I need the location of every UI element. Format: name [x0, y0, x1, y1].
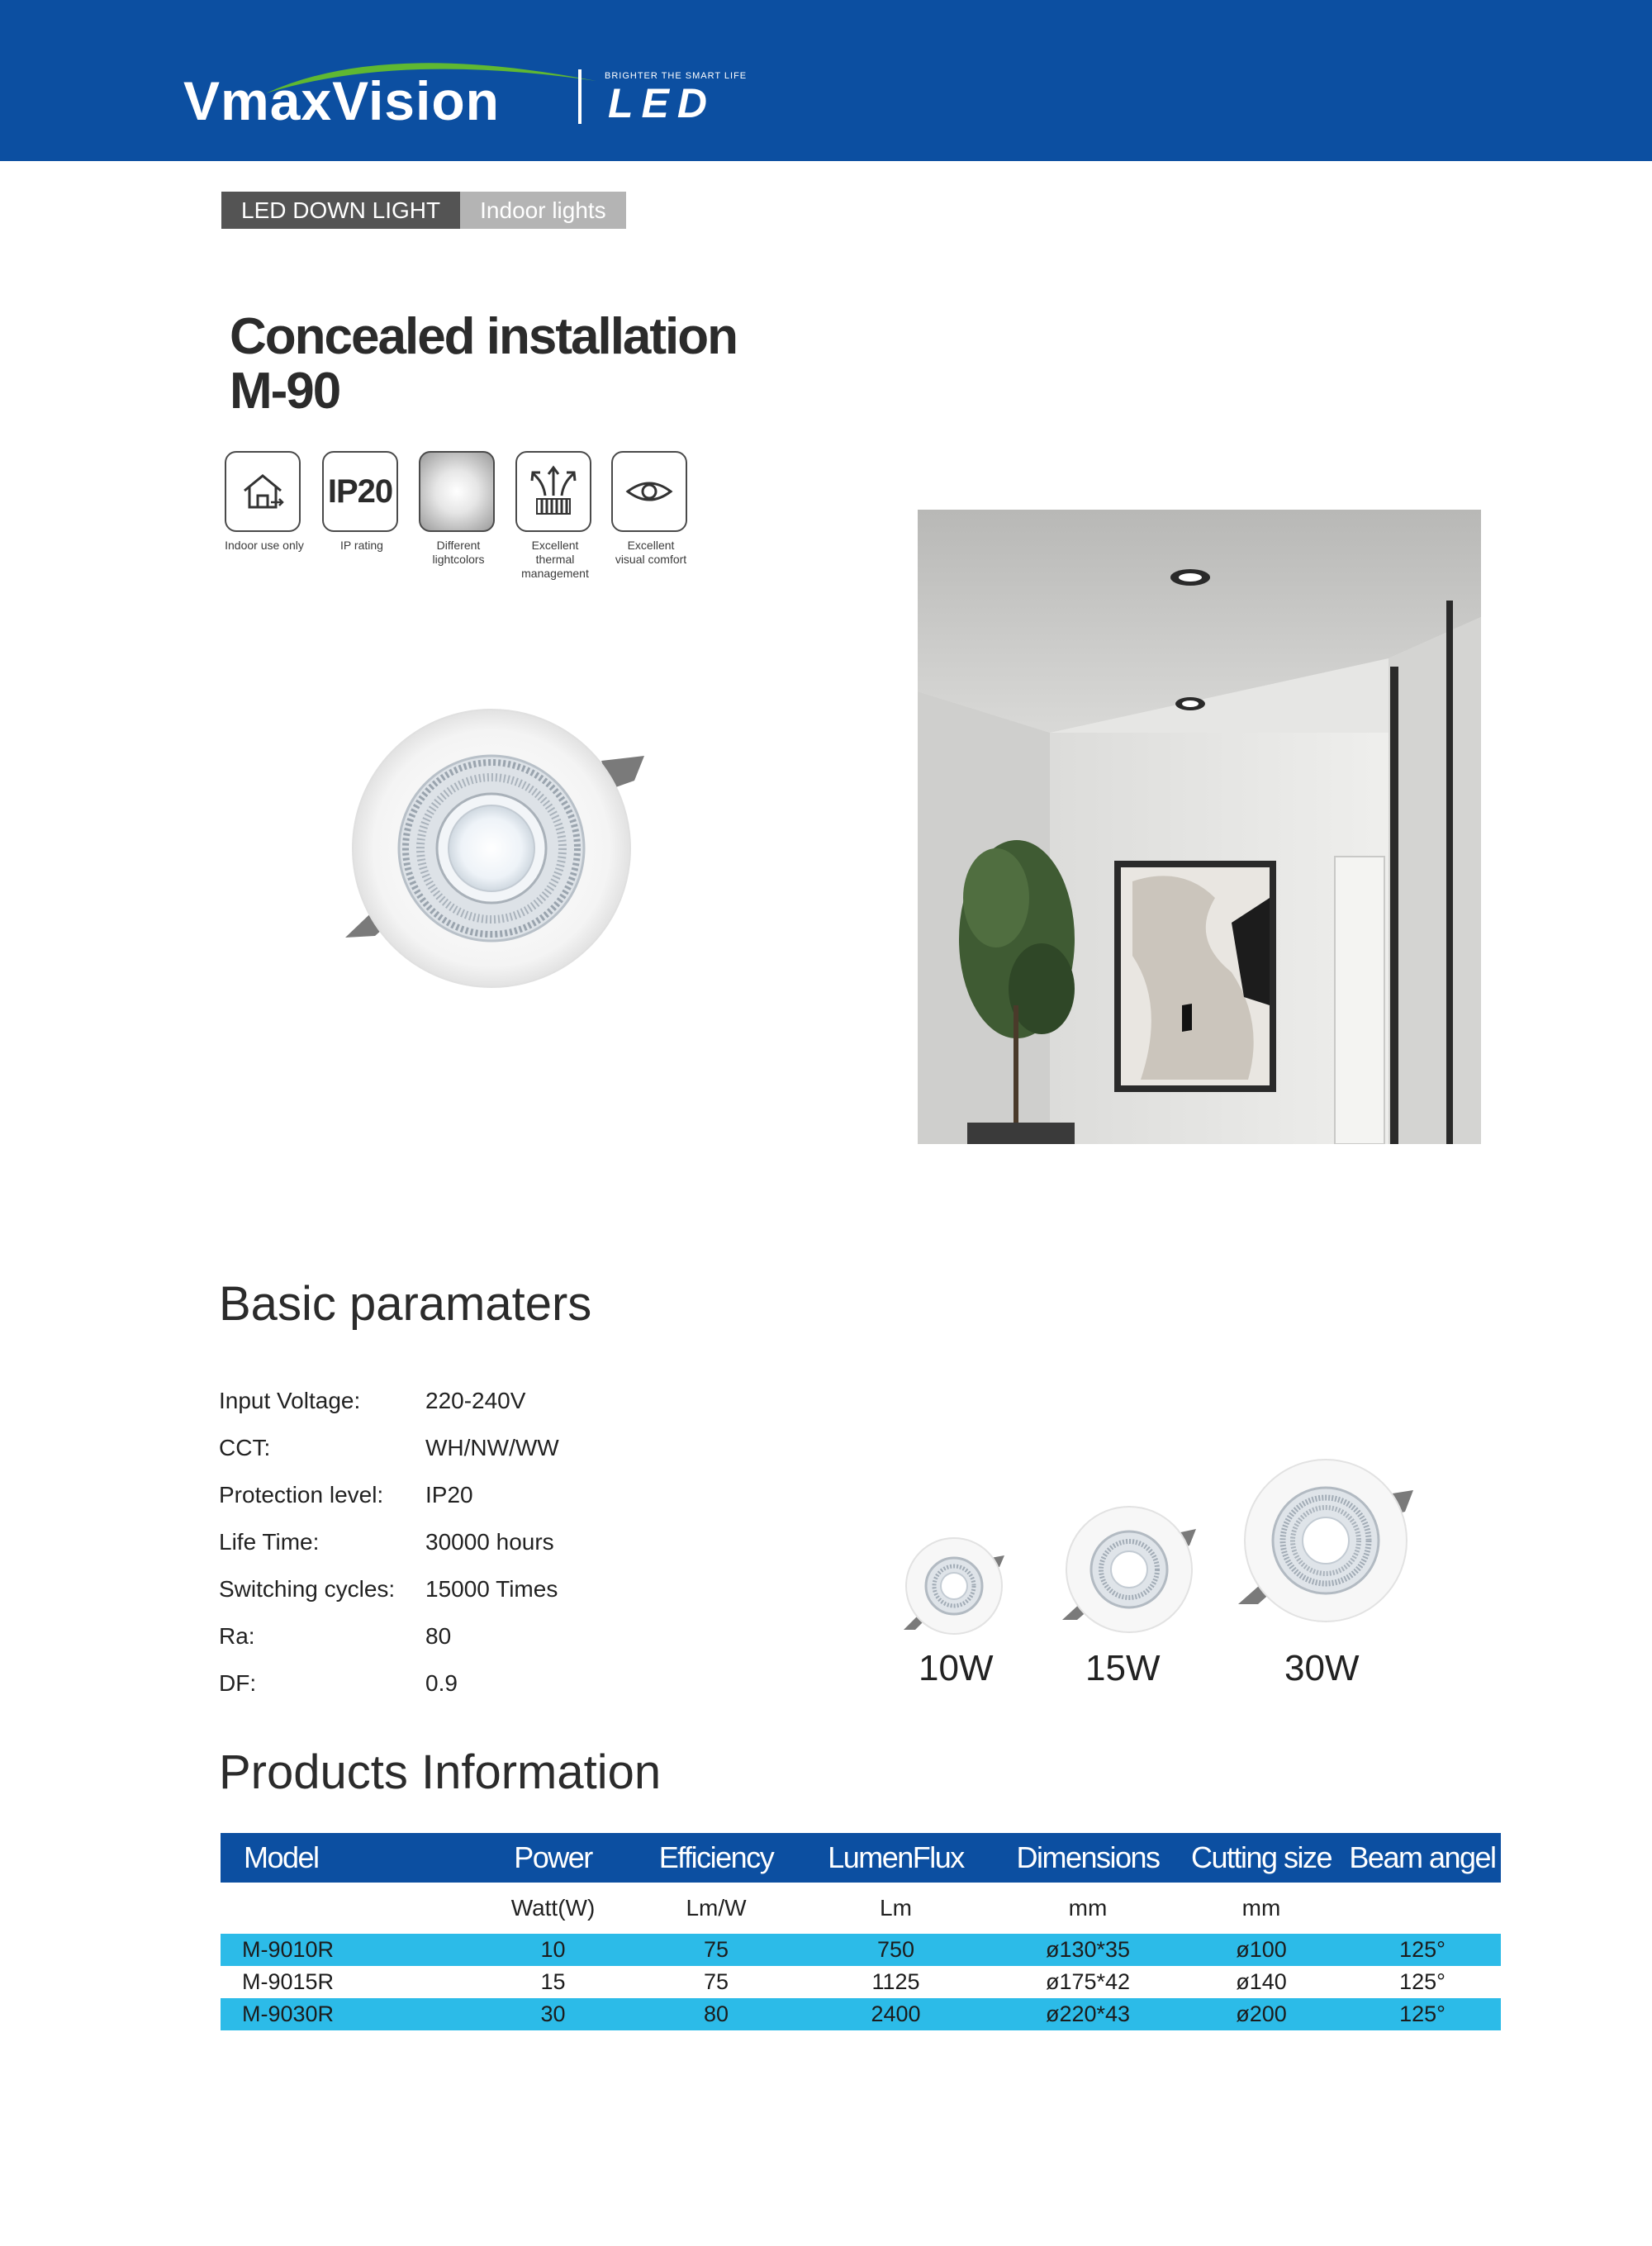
table-cell: 125° [1399, 1969, 1446, 1994]
table-cell: M-9015R [242, 1969, 335, 1994]
feature-visual-comfort [611, 451, 691, 567]
variant-label-15w: 15W [1085, 1648, 1161, 1688]
products-table [221, 1833, 1501, 2030]
ip20-icon [322, 451, 398, 532]
house-icon [225, 451, 301, 532]
param-value: 30000 hours [425, 1529, 554, 1555]
variant-label-10w: 10W [919, 1648, 994, 1688]
title-line-2: M-90 [230, 363, 340, 420]
feature-label: Excellent visual comfort [615, 539, 687, 566]
eye-icon [611, 451, 687, 532]
category-tags [221, 192, 626, 229]
power-variants [884, 1441, 1429, 1706]
header-lumenflux: LumenFlux [828, 1840, 964, 1874]
table-units-row [221, 1883, 1501, 1934]
param-row [219, 1623, 559, 1670]
table-cell: 2400 [871, 2001, 921, 2026]
table-row [221, 1934, 1501, 1966]
feature-lightcolors [419, 451, 498, 567]
param-row [219, 1576, 559, 1623]
table-cell: 10 [540, 1937, 566, 1962]
param-row [219, 1388, 559, 1435]
table-row [221, 1966, 1501, 1998]
table-cell: 80 [703, 2001, 729, 2026]
downlight-10w-image [900, 1532, 1008, 1640]
table-cell: 125° [1399, 1937, 1446, 1962]
variant-label-30w: 30W [1284, 1648, 1360, 1688]
param-label: DF: [219, 1670, 257, 1696]
subcategory-tag: Indoor lights [460, 192, 626, 229]
feature-ip-rating [322, 451, 401, 553]
logo-divider [578, 69, 582, 124]
feature-thermal [515, 451, 595, 581]
feature-label: IP rating [340, 539, 383, 552]
header-beam-angle: Beam angel [1349, 1840, 1496, 1874]
param-label: Protection level: [219, 1482, 384, 1508]
parameters-list [219, 1388, 559, 1717]
product-title [230, 310, 737, 419]
param-value: WH/NW/WW [425, 1435, 559, 1460]
table-cell: ø175*42 [1045, 1969, 1131, 1994]
param-label: Life Time: [219, 1529, 320, 1555]
feature-icons [225, 451, 695, 591]
header-power: Power [514, 1840, 592, 1874]
brand-name: VmaxVision [183, 70, 500, 131]
brand-tagline: BRIGHTER THE SMART LIFE [605, 71, 748, 81]
table-cell: 30 [540, 2001, 566, 2026]
title-line-1: Concealed installation [230, 308, 738, 365]
header-bar [0, 0, 1652, 161]
brand-logo [183, 40, 762, 131]
table-cell: 75 [703, 1937, 729, 1962]
basic-parameters-title: Basic paramaters [219, 1277, 592, 1331]
product-line-text: LED [608, 80, 715, 126]
products-information-title: Products Information [219, 1745, 662, 1799]
unit-cell: mm [1241, 1895, 1281, 1921]
gradient-light-icon [419, 451, 495, 532]
param-label: CCT: [219, 1435, 271, 1460]
param-value: 220-240V [425, 1388, 526, 1413]
param-value: 80 [425, 1623, 452, 1649]
feature-indoor [225, 451, 304, 553]
downlight-30w-image [1235, 1454, 1417, 1636]
table-cell: ø130*35 [1045, 1937, 1131, 1962]
param-value: 0.9 [425, 1670, 458, 1696]
param-label: Ra: [219, 1623, 255, 1649]
header-cutting-size: Cutting size [1190, 1840, 1332, 1874]
param-label: Switching cycles: [219, 1576, 396, 1602]
ip20-icon-text: IP20 [327, 472, 393, 510]
table-cell: M-9030R [242, 2001, 335, 2026]
param-value: 15000 Times [425, 1576, 558, 1602]
feature-label: Indoor use only [225, 539, 304, 552]
table-row [221, 1998, 1501, 2030]
header-dimensions: Dimensions [1016, 1840, 1160, 1874]
unit-cell: Watt(W) [510, 1895, 596, 1921]
table-cell: 75 [703, 1969, 729, 1994]
downlight-15w-image [1059, 1499, 1199, 1640]
table-cell: M-9010R [242, 1937, 335, 1962]
param-row [219, 1529, 559, 1576]
thermal-arrows-icon [515, 451, 591, 532]
param-label: Input Voltage: [219, 1388, 361, 1413]
feature-label: Different lightcolors [432, 539, 485, 566]
table-cell: 15 [540, 1969, 566, 1994]
category-tag: LED DOWN LIGHT [221, 192, 460, 229]
table-cell: ø100 [1236, 1937, 1287, 1962]
unit-cell: mm [1068, 1895, 1108, 1921]
room-installation-photo [918, 510, 1481, 1144]
downlight-product-image [339, 698, 653, 995]
table-cell: ø200 [1236, 2001, 1287, 2026]
table-header [221, 1833, 1501, 1883]
param-row [219, 1435, 559, 1482]
table-cell: ø220*43 [1045, 2001, 1131, 2026]
param-row [219, 1670, 559, 1717]
table-cell: 750 [876, 1937, 915, 1962]
led-wordmark-icon [596, 78, 762, 127]
table-cell: 1125 [871, 1969, 920, 1994]
header-efficiency: Efficiency [658, 1840, 774, 1874]
table-cell: 125° [1399, 2001, 1446, 2026]
param-value: IP20 [425, 1482, 473, 1508]
unit-cell: Lm/W [686, 1895, 747, 1921]
feature-label: Excellent thermal management [521, 539, 589, 580]
unit-cell: Lm [880, 1895, 912, 1921]
table-cell: ø140 [1236, 1969, 1287, 1994]
header-model: Model [244, 1840, 319, 1874]
param-row [219, 1482, 559, 1529]
